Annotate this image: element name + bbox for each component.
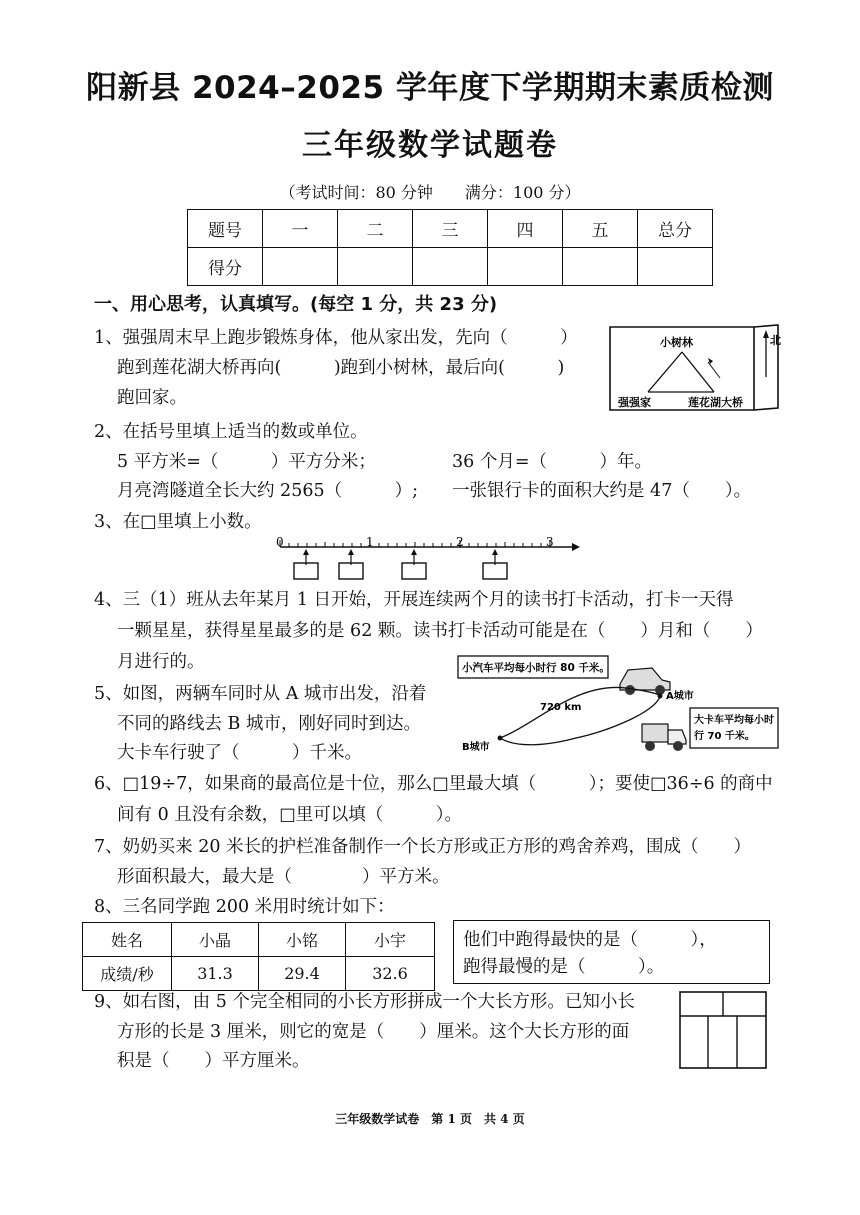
- question-6-line-1: 6、□19÷7，如果商的最高位是十位，那么□里最大填（ ）；要使□36÷6 的商中: [94, 774, 773, 794]
- q8-answer-1: 他们中跑得最快的是（ ），: [463, 930, 717, 950]
- tick-label-0: 0: [276, 535, 284, 549]
- question-5-line-1: 5、如图，两辆车同时从 A 城市出发，沿着: [94, 684, 427, 704]
- truck-note-line-1: 大卡车平均每小时: [694, 715, 774, 726]
- question-4-line-1: 4、三（1）班从去年某月 1 日开始，开展连续两个月的读书打卡活动，打卡一天得: [94, 590, 734, 610]
- question-1-line-2: 跑到莲花湖大桥再向( )跑到小树林，最后向( ): [117, 358, 565, 378]
- question-3-line-1: 3、在□里填上小数。: [94, 512, 262, 532]
- question-4-line-2: 一颗星星，获得星星最多的是 62 颗。读书打卡活动可能是在（ ）月和（ ）: [117, 621, 763, 641]
- score-table: [187, 209, 713, 286]
- score-table-cell: 五: [563, 210, 638, 248]
- answer-box[interactable]: [483, 563, 507, 579]
- q8-answer-2: 跑得最慢的是（ ）。: [463, 957, 665, 977]
- score-table-cell: 三: [413, 210, 488, 248]
- score-table-cell: 题号: [188, 210, 263, 248]
- score-table-cell: 四: [488, 210, 563, 248]
- table-header-cell: 姓名: [83, 923, 172, 957]
- city-a-label: A城市: [666, 691, 694, 702]
- score-input-cell[interactable]: [413, 248, 488, 286]
- tick-label-2: 2: [456, 535, 464, 549]
- table-cell: 29.4: [259, 957, 346, 991]
- answer-box[interactable]: [294, 563, 318, 579]
- score-input-cell[interactable]: [488, 248, 563, 286]
- question-2-line-1: 2、在括号里填上适当的数或单位。: [94, 422, 368, 442]
- table-header-cell: 小宇: [346, 923, 435, 957]
- run-time-table: [82, 922, 435, 991]
- north-label: 北: [770, 334, 781, 347]
- score-table-header-row: [188, 210, 713, 248]
- question-5-line-2: 不同的路线去 B 城市，刚好同时到达。: [117, 714, 421, 734]
- truck-icon: [642, 724, 686, 751]
- truck-note-line-2: 行 70 千米。: [694, 731, 755, 742]
- forest-label: 小树林: [660, 336, 693, 349]
- score-input-cell[interactable]: [563, 248, 638, 286]
- score-table-cell: 一: [263, 210, 338, 248]
- route-figure: [456, 652, 780, 772]
- question-4-line-3: 月进行的。: [117, 652, 205, 672]
- question-6-line-2: 间有 0 且没有余数，□里可以填（ ）。: [117, 805, 463, 825]
- question-2-c: 月亮湾隧道全长大约 2565（ ）;: [117, 481, 418, 501]
- score-table-cell: 总分: [638, 210, 713, 248]
- direction-map-figure: [606, 322, 786, 418]
- table-row: [83, 957, 435, 991]
- score-input-cell[interactable]: [338, 248, 413, 286]
- score-input-cell[interactable]: [263, 248, 338, 286]
- question-2-d: 一张银行卡的面积大约是 47（ ）。: [452, 481, 752, 501]
- exam-info: （考试时间：80 分钟 满分：100 分）: [279, 183, 581, 202]
- table-cell: 32.6: [346, 957, 435, 991]
- rectangle-composition-figure: [678, 990, 770, 1072]
- question-1-line-3: 跑回家。: [117, 388, 187, 408]
- truck-note-box: [690, 708, 778, 748]
- page-footer: 三年级数学试卷 第 1 页 共 4 页: [335, 1112, 525, 1126]
- distance-label: 720 km: [540, 702, 582, 713]
- home-label: 强强家: [618, 396, 651, 409]
- exam-subtitle: 三年级数学试题卷: [302, 128, 558, 163]
- score-table-cell: 二: [338, 210, 413, 248]
- section-heading: 一、用心思考，认真填写。(每空 1 分，共 23 分): [94, 294, 498, 315]
- question-9-line-1: 9、如右图，由 5 个完全相同的小长方形拼成一个大长方形。已知小长: [94, 992, 635, 1012]
- car-note: 小汽车平均每小时行 80 千米。: [462, 662, 610, 674]
- table-cell: 31.3: [172, 957, 259, 991]
- exam-title: 阳新县 2024–2025 学年度下学期期末素质检测: [86, 70, 774, 106]
- question-9-line-2: 方形的长是 3 厘米，则它的宽是（ ）厘米。这个大长方形的面: [117, 1022, 630, 1042]
- table-header-cell: 小晶: [172, 923, 259, 957]
- question-1-line-1: 1、强强周末早上跑步锻炼身体，他从家出发，先向（ ）: [94, 328, 578, 348]
- tick-label-1: 1: [366, 535, 374, 549]
- score-input-cell[interactable]: [638, 248, 713, 286]
- score-table-score-row: [188, 248, 713, 286]
- bridge-label: 莲花湖大桥: [688, 396, 743, 409]
- question-7-line-2: 形面积最大，最大是（ ）平方米。: [117, 867, 450, 887]
- table-row: [83, 923, 435, 957]
- score-row-label: 得分: [188, 248, 263, 286]
- number-line-figure: [270, 535, 590, 583]
- question-7-line-1: 7、奶奶买来 20 米长的护栏准备制作一个长方形或正方形的鸡舍养鸡，围成（ ）: [94, 837, 752, 857]
- question-2-a: 5 平方米=（ ）平方分米；: [117, 452, 376, 472]
- answer-box[interactable]: [339, 563, 363, 579]
- answer-box[interactable]: [402, 563, 426, 579]
- question-8-line-1: 8、三名同学跑 200 米用时统计如下：: [94, 897, 395, 917]
- question-5-line-3: 大卡车行驶了（ ）千米。: [117, 743, 362, 763]
- tick-label-3: 3: [546, 535, 554, 549]
- city-b-label: B城市: [462, 742, 490, 753]
- table-header-cell: 小铭: [259, 923, 346, 957]
- question-2-b: 36 个月=（ ）年。: [452, 452, 652, 472]
- table-row-label: 成绩/秒: [83, 957, 172, 991]
- question-9-line-3: 积是（ ）平方厘米。: [117, 1051, 310, 1071]
